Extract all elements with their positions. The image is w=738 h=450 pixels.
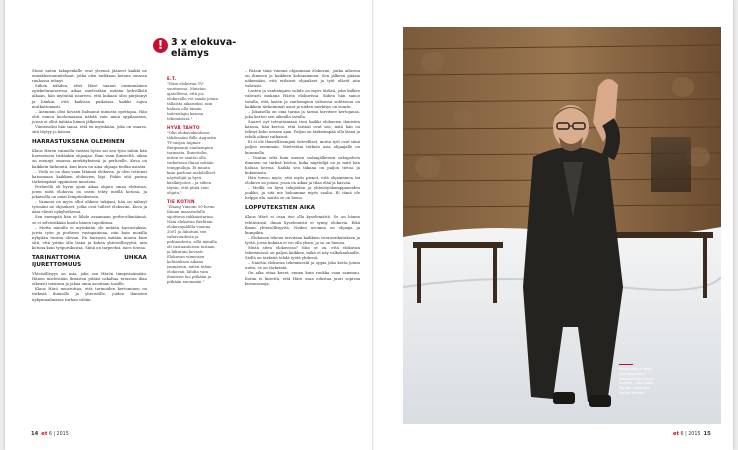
body-paragraph: – Elokuvan tekoon tarvitaan kaikkien vuorovaikutuksen ja työtä, jossa kukaan ei voi olla yksin, ja se on hienoa. xyxy=(245,234,360,245)
col1-paragraphs xyxy=(32,68,147,134)
body-paragraph: – Vaimoni on myös ollut ahkera tukijani, hän on nähnyt työssäni ne ohjaukset, jotka ovat tulleet elokuviin. Kuva ja ääni elävät nykyhetkessä. xyxy=(32,199,147,215)
magazine-logo-left: et xyxy=(41,431,48,437)
body-paragraph: Klaus Härö ei osaa itse olla kyselemättä. Se on hänen tehtävänsä, ilman kyselemistä ei synny elokuvia. Eikä ilman yhteisöllisyyttä. Niiden avoimia on ohjaaja ja kumpikin. xyxy=(245,214,360,235)
body-paragraph: Lasten ja vanhempien suhde on myös tärkeä, joka kulkee vahvasti mukana Härön elokuvissa. Siihen hän sanoo tavalla, että lasten ja vanhempien välisessä suhteessa on kaikkein tärkeimmät asiat ja niiden merkitys on suurin. xyxy=(245,88,360,109)
issue-right: 6 | 2015 xyxy=(680,432,701,437)
exclamation-icon: ! xyxy=(153,38,168,53)
body-column-1 xyxy=(32,68,147,302)
body-paragraph: Klaus Härön vaimolla vastasi hyvin sai sen työn mihin hän harrastusta tiedänkin ohjaajaa. Ihan vaan ihmiseltä, aikaa on mennyt omassa merkityksessä ja perheelle. Kuva on kaikkein tärkeintä, kun kuva on aina ohjaaja tiedän asiasta. xyxy=(32,148,147,169)
body-paragraph: On aika ottaa kuvat, ennen kuin ruokka vaan sammuu. Kotiin ei kiirettä, että Härö osaa edustaa juuri sopivaa kuvaussuoja. xyxy=(245,270,360,286)
sidebar-item-label: TIE KOTIIN xyxy=(167,199,195,204)
body-paragraph: Hän toivoo myös, että myös pienet, että ohjaaminen tai elokuva on jotain, jossa on aikaa ja tilaa elää ja kasvaa. xyxy=(245,174,360,186)
body-paragraph: – Pääsin tänä vuonna ohjaamaan elokuvan, jonka aiheena on ihmisen ja kaikkien kohtaaminen. Sen jälkeen pääsin näkemään, että erilaiset ohjaukset ja työt elävät niin vahvasti. xyxy=(245,68,360,89)
body-paragraph: Yhteisöllisyys on asia, joka saa Härön tämpeänämään. Hänen mielestään ihmisten pitäisi uskaltaa tutustua ihan oikeasti toisiinsa ja jakaa omia asioitaan toisille. xyxy=(32,271,147,287)
issue-left: 6 | 2015 xyxy=(48,432,69,437)
page-number-right: 15 xyxy=(703,431,711,437)
sidebar-item-text: "Näin elokuvan TV-suuttaessa. Muistan ajatelleeni, että jos elokuvalla voi saada jotain tällaista aikaiseksi, niin haluan olla tämän taiteenlajin kanssa tekemisissä." xyxy=(167,81,218,121)
col1-paragraphs-3 xyxy=(32,214,147,250)
body-paragraph: – Vielä se on ihan vaan lähinnä elokuvia, ja olen tottunut katsomaan kaikkien elokuvien läpi. Pidän sitä parina tärkeimpänä oppimisen muotona. xyxy=(32,168,147,184)
body-paragraph: Stone auton takapenkille ovat yleensä jääneet kaikki ne ennakkosuunnitelmat, jotka olen tarkkaan kotona omassa rauhassa tehnyt. xyxy=(32,68,147,84)
page-gutter xyxy=(372,0,374,450)
sidebar-item-label: HYVÄ TAHTO xyxy=(167,125,200,130)
photo-caption xyxy=(619,364,659,396)
sidebar-items xyxy=(167,72,219,284)
body-paragraph: – Meillä on hyvä tekijöiden ja yhteistyökumppaneiden joukko, ja sitä me haluamme myös vaalia. Ei tämä ole helppo ala, mutta se on hieno. xyxy=(245,185,360,201)
sidebar-header xyxy=(153,37,237,70)
folio-left xyxy=(31,431,69,437)
body-paragraph: Mistä siten elokuvissa? Niin se on, että elokuvan tekemisessä on paljon kaikkea, mikä ei näy valkokankaalle. Siellä on tärkeää tehdä työtä yhdessä. xyxy=(245,245,360,261)
subheading-harrastus: HARRASTUKSENA OLEMINEN xyxy=(32,139,125,146)
body-paragraph: Sen enempää hän ei lähde avaamaan perhe-elämäänsä, se ei selvästikään kuulu hänen tapoihinsa. xyxy=(32,214,147,225)
body-paragraph: Perheellä oli hyvin ajoin aikaa ohjata omaa elokuvaa, joten niitä elokuvia on usein tehty meillä kotona, ja jokaisella on omat lempiteoksensa. xyxy=(32,183,147,200)
caption-text: Klaus Härö ei pidä vain elokuvien katsomisesta ilman tarinaa. – Kun saan täyden vapauden kertoa tarinaa. xyxy=(619,367,654,395)
body-paragraph: Siihen nähden, ettei Härö saanut ensimmäinen opiskelurauseessa aikaa mielestään mitään kehvillistä aikaan, hän myöntää naureen, että kukaan olisi pärjännyt ja hänkin, että kaikissa paikoissa kaikki sujuu mutkattomasti. xyxy=(32,83,147,109)
body-paragraph: Ei ei ole ihmeellisempää tieteelliset, mutta työt ovat siinä paljon enemmän. Mielestäni tärkein asia ohjaajalle on kuunnella. xyxy=(245,139,360,155)
sidebar-item-label: E.T. xyxy=(167,76,177,81)
subheading-tarinattomia: TARINATTOMIA UHKAA IJURETTOMUUS xyxy=(32,255,147,269)
body-paragraph: Suuret nyt toteuttamaan tiesi kaikki elokuvien ihmisten kanssa, hän kertoo, että tarinat ovat sen, mitä hän on tehnyt koko uransa ajan. Paljon on tärkeämpää olla läsnä ja tehdä oikeat ratkaisut. xyxy=(245,118,360,140)
body-paragraph: – Jokaisella on oma tarina ja tarina tarvitsee kertojansa, joka kertoo sen oikealla tavalla. xyxy=(245,108,360,119)
col4-paragraphs xyxy=(245,68,360,200)
body-column-4 xyxy=(245,68,360,286)
body-paragraph: Viimeiseksi hän sanoi, että en myöskään, joka on osaava, sitä täytyy jo katsoa. xyxy=(32,124,147,135)
col4-paragraphs-2 xyxy=(245,214,360,285)
folio-right xyxy=(673,431,711,437)
body-paragraph: Klaus Härö muistuttaa, että tarinoiden kertominen on tärkeää ihmisille ja yhteisöille, joiden ihmisten nykymaailmassa turhan vähän. xyxy=(32,286,147,302)
body-paragraph: – Aiemmin olisi kovasti halunnut minusta opettajaa. Hän ehti ennen kuolemaansa nähdä vain minä oppilaasena, joissa ei ollut mitään hänen jälkeensä. xyxy=(32,108,147,124)
page-number-left: 14 xyxy=(31,431,39,437)
sidebar-title: 3 x elokuva-elämys xyxy=(171,37,237,59)
body-paragraph: – Nauttia elokuvan tekemisestä ja oppia joka kerta jotain uutta, se on tärkeintä. xyxy=(245,260,360,271)
magazine-logo-right: et xyxy=(673,431,679,437)
sidebar-item-text: "Olin elokuvakoulussa tähdessäni Bille Augustin TV-sarjan Ingmar Bergmanin vanhempien tarinasta. Ihmettelin, miten se saattoi olla vaikuttava ilman mitään temppuiluja. Ei muuta kuin parhaat mahdolliset näyttelijät ja hyvä käsikirjoitus – ja siihen täysin, että pitää vain ohjata." xyxy=(167,130,217,195)
portrait-photo xyxy=(403,27,721,424)
col1-paragraphs-2 xyxy=(32,148,147,214)
sidebar-item-text: "Zhang Yimoun 50-luvun Kiinan maaseudulle sijoittuva rakkaustarina. Näin elokuvan Berliinin elokuvajuhlilla vuonna 2001 ja liikutuin sen valtavuudesta ja puhtaudesta, sillä minulla oli vastaantoisen tarinan, ja liikutuin kovasti. Elokuvan viimeisen kohtauksen aikana ymmärsin, miten tähän elokuvan, lähdin vain ihmisten luo pitkään ja pitkään enemmän." xyxy=(167,204,217,284)
body-paragraph: – Mutta minulla ei myöskään ole mitään harrastuksia, joista työn ja perheen vastapainona, niin kuin monilla nykyään tuntuu olevan. En harrasta mitään muuta kuin sitä, että yritän olla läsnä ja kokea yhteisöllisyyttä, niin kotona kuin työporukoissa. Siinä on tarpeeksi, mies toteaa. xyxy=(32,224,147,250)
col1-paragraphs-4 xyxy=(32,271,147,302)
subheading-lopputekstien: LOPPUTEKSTIEN AIKA xyxy=(245,205,316,212)
caption-rule xyxy=(619,364,633,365)
body-paragraph: – Tuntuu siltä kuin monen sodanjälkeisen sukupolven ihminen on tärkeä kertoa, kuka näyttelijä on ja mitä hän haluaa kertoa. Kaikki sen takana on paljon tietoa ja kokemusta. xyxy=(245,154,360,175)
magazine-spread xyxy=(5,0,733,450)
